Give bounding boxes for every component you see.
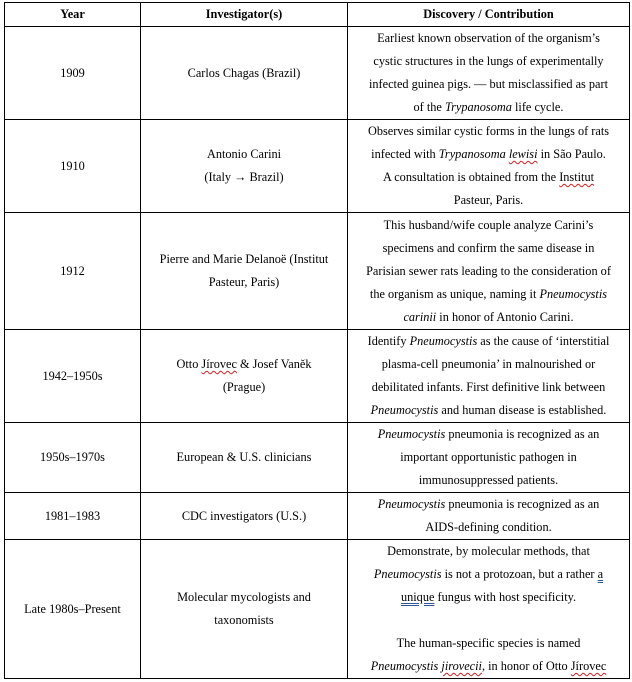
investigator-cell <box>141 27 348 120</box>
discovery-line: This husband/wife couple analyze Carini’s <box>383 217 594 232</box>
discovery-line: debilitated infants. First definitive link between <box>371 380 606 394</box>
discovery-text: pneumonia is recognized as an <box>445 497 600 511</box>
spellcheck-word: Jírovec <box>201 357 237 371</box>
discovery-line: specimens and confirm the same disease in <box>382 240 595 255</box>
year-cell: 1942–1950s <box>5 330 141 423</box>
spellcheck-word: Institut <box>559 170 595 184</box>
discovery-cell <box>348 213 630 330</box>
discovery-cell <box>348 330 630 423</box>
investigator-text: Pasteur, Paris) <box>208 275 280 289</box>
discovery-cell <box>348 493 630 540</box>
investigator-text: Antonio Carini <box>206 147 282 161</box>
discovery-line <box>352 143 625 166</box>
discovery-text: and human disease is established. <box>438 403 607 417</box>
discovery-cell <box>348 423 630 493</box>
discovery-text: pneumonia is recognized as an <box>445 427 600 441</box>
discovery-text: Identify <box>367 334 410 348</box>
discovery-line <box>352 330 625 353</box>
discovery-line <box>352 586 625 609</box>
paragraph-gap <box>352 609 625 632</box>
discovery-line <box>352 283 625 306</box>
discovery-line <box>352 399 625 422</box>
grammar-flag: a <box>597 567 604 581</box>
header-discovery: Discovery / Contribution <box>348 3 630 27</box>
investigator-text: Pierre and Marie Delanoë (Institut <box>159 252 329 266</box>
discovery-text: fungus with host specificity. <box>434 590 577 604</box>
discovery-text: in honor of Antonio Carini. <box>436 309 574 324</box>
discovery-line: AIDS-defining condition. <box>425 520 552 534</box>
discovery-text: of the <box>413 100 445 114</box>
header-row <box>5 3 630 27</box>
table-row <box>5 423 630 493</box>
year-cell: 1981–1983 <box>5 493 141 540</box>
discovery-line <box>352 423 625 446</box>
discovery-cell <box>348 120 630 213</box>
investigator-text: CDC investigators (U.S.) <box>181 508 307 523</box>
investigator-cell <box>141 213 348 330</box>
discovery-line: Earliest known observation of the organism’s <box>377 31 600 45</box>
genus-name: Pneumocystis <box>370 659 442 673</box>
table-row <box>5 213 630 330</box>
year-cell: 1910 <box>5 120 141 213</box>
genus-name: Pneumocystis <box>409 334 478 348</box>
species-name: lewisi <box>508 147 538 161</box>
species-name: jirovecii <box>441 659 482 673</box>
discovery-text: A consultation is obtained from the <box>382 170 560 184</box>
investigator-cell <box>141 540 348 679</box>
table-row <box>5 27 630 120</box>
table-row <box>5 493 630 540</box>
genus-name: Pneumocystis <box>370 403 439 417</box>
genus-name: Pneumocystis <box>377 497 446 511</box>
discovery-text: in São Paulo. <box>537 147 606 161</box>
discovery-text: infected with <box>371 147 439 161</box>
history-table <box>4 2 630 679</box>
genus-name: Pneumocystis <box>373 567 442 581</box>
grammar-flag: unique <box>400 590 435 604</box>
header-year: Year <box>5 3 141 27</box>
discovery-line: important opportunistic pathogen in <box>400 450 577 464</box>
year-cell: Late 1980s–Present <box>5 540 141 679</box>
discovery-line: infected guinea pigs. — but misclassified as part <box>368 77 609 91</box>
species-name: carinii <box>403 309 437 324</box>
investigator-text: (Prague) <box>222 380 266 394</box>
table-row <box>5 330 630 423</box>
discovery-line <box>352 493 625 516</box>
discovery-text: life cycle. <box>511 100 564 114</box>
investigator-text <box>145 353 343 376</box>
genus-name: Pneumocystis <box>539 286 608 301</box>
discovery-line: The human-specific species is named <box>396 636 581 650</box>
discovery-line <box>352 655 625 678</box>
genus-name: Trypanosoma <box>438 147 509 161</box>
investigator-text: (Italy → Brazil) <box>204 170 284 184</box>
investigator-cell <box>141 330 348 423</box>
year-cell: 1912 <box>5 213 141 330</box>
discovery-text: the organism as unique, naming it <box>369 286 540 301</box>
genus-name: Pneumocystis <box>377 427 446 441</box>
investigator-cell <box>141 493 348 540</box>
discovery-line: immunosuppressed patients. <box>418 473 559 487</box>
year-cell: 1909 <box>5 27 141 120</box>
investigator-text: European & U.S. clinicians <box>176 450 312 464</box>
discovery-line: Parisian sewer rats leading to the consideration of <box>366 263 611 278</box>
table-row <box>5 540 630 679</box>
discovery-line <box>352 96 625 119</box>
discovery-line: Observes similar cystic forms in the lungs of rats <box>367 124 610 138</box>
discovery-line <box>352 166 625 189</box>
investigator-text: taxonomists <box>214 613 274 627</box>
discovery-line <box>352 306 625 329</box>
investigator-text: Carlos Chagas (Brazil) <box>187 65 301 80</box>
discovery-line: Pasteur, Paris. <box>453 193 524 207</box>
discovery-line: plasma-cell pneumonia’ in malnourished or <box>381 357 596 371</box>
genus-name: Trypanosoma <box>444 100 512 114</box>
header-investigators: Investigator(s) <box>141 3 348 27</box>
discovery-cell <box>348 27 630 120</box>
investigator-text: & Josef Vaněk <box>236 357 312 371</box>
discovery-text: as the cause of ‘interstitial <box>477 334 610 348</box>
discovery-line <box>352 563 625 586</box>
investigator-cell <box>141 423 348 493</box>
discovery-line: cystic structures in the lungs of experimentally <box>373 54 604 68</box>
discovery-text: is not a protozoan, but a rather <box>441 567 598 581</box>
discovery-text: , in honor of Otto <box>481 659 571 673</box>
investigator-cell <box>141 120 348 213</box>
investigator-text: Otto <box>176 357 202 371</box>
investigator-text: Molecular mycologists and <box>177 590 311 604</box>
year-cell: 1950s–1970s <box>5 423 141 493</box>
discovery-cell <box>348 540 630 679</box>
discovery-line: Demonstrate, by molecular methods, that <box>387 544 590 558</box>
spellcheck-word: Jírovec <box>570 659 607 673</box>
table-row <box>5 120 630 213</box>
